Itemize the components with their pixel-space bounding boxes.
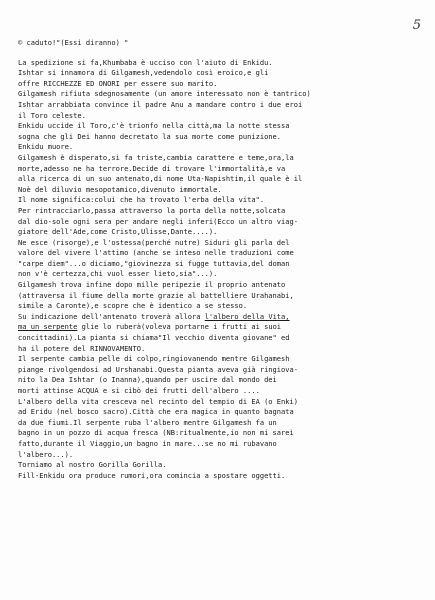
text-line-underlined-serpente: ma un serpente glie lo ruberà(voleva portarne i frutti ai suoi bbox=[18, 322, 282, 332]
text-line-underlined-albero: Su indicazione dell'antenato troverà allora l'albero della Vita, bbox=[18, 311, 290, 321]
text-line: Torniamo al nostro Gorilla Gorilla. bbox=[18, 460, 167, 470]
page-number: 5 bbox=[412, 18, 421, 33]
text-line: fatto,durante il Viaggio,un bagno in mare...se no mi rubavano bbox=[18, 438, 277, 448]
text-line: (attraversa il fiume della morte grazie al battelliere Urahanabi, bbox=[18, 290, 294, 300]
text-line: © caduto!"(Essi diranno) " bbox=[18, 38, 129, 47]
text-line: Gilgamesh rifiuta sdegnosamente (un amore interessato non è tantrico) bbox=[18, 89, 311, 99]
text-line: da due fiumi.Il serpente ruba l'albero mentre Gilgamesh fa un bbox=[18, 417, 277, 427]
text-line: offre RICCHEZZE ED ONORI per essere suo marito. bbox=[18, 78, 218, 88]
page-body bbox=[18, 38, 424, 481]
text-line: Enkidu uccide il Toro,c'è trionfo nella città,ma la notte stessa bbox=[18, 121, 290, 131]
text-line: nito la Dea Ishtar (o Inanna),quando per uscire dal mondo dei bbox=[18, 375, 277, 385]
text-line: Ne esce (risorge),e l'ostessa(perché nutre) Siduri gli parla del bbox=[18, 237, 290, 247]
text-line: ad Eridu (nel bosco sacro).Città che era magica in quanto bagnata bbox=[18, 407, 294, 417]
text-line: alla ricerca di un suo antenato,di nome Uta-Napishtim,il quale è il bbox=[18, 174, 303, 184]
text-line: bagno in un pozzo di acqua fresca (NB:ritualmente,io non mi sarei bbox=[18, 428, 294, 438]
text-line: Noè del diluvio mesopotamico,divenuto immortale. bbox=[18, 184, 222, 194]
text-line: Gilgamesh è disperato,si fa triste,cambia carattere e teme,ora,la bbox=[18, 152, 294, 162]
underlined-albero-della-vita: l'albero della Vita, bbox=[204, 311, 290, 321]
text-line: simile a Caronte),e scopre che è identico a se stesso. bbox=[18, 301, 248, 311]
text-line: "carpe diem"...o diciamo,"giovinezza si fugge tuttavia,del doman bbox=[18, 258, 290, 268]
text-line: non v'è certezza,chi vuol esser lieto,sia"...). bbox=[18, 269, 218, 279]
text-line: Il serpente cambia pelle di colpo,ringiovanendo mentre Gilgamesh bbox=[18, 354, 290, 364]
text-line: l'albero...). bbox=[18, 449, 74, 459]
text-line: Ishtar arrabbiata convince il padre Anu a mandare contro i due eroi bbox=[18, 99, 303, 109]
text-line: dal dio-sole ogni sera per andare negli inferi(Ecco un altro viag- bbox=[18, 216, 299, 226]
text-line: Gilgamesh trova infine dopo mille peripezie il proprio antenato bbox=[18, 280, 286, 290]
text-line: Fill-Enkidu ora produce rumori,ora comincia a spostare oggetti. bbox=[18, 470, 286, 480]
text-line: valore del vivere l'attimo (anche se inteso nelle traduzioni come bbox=[18, 248, 294, 258]
text-line: La spedizione si fa,Khumbaba è ucciso con l'aiuto di Enkidu. bbox=[18, 57, 273, 67]
text-line: L'albero della vita cresceva nel recinto del tempio di EA (o Enki) bbox=[18, 396, 299, 406]
text-line: concittadini).La pianta si chiama"Il vecchio diventa giovane" ed bbox=[18, 333, 290, 343]
text-line: morte,adesso ne ha terrore.Decide di trovare l'immortalità,e va bbox=[18, 163, 286, 173]
text-line: Il nome significa:colui che ha trovato l'erba della vita". bbox=[18, 195, 265, 205]
text-line: giatore dell'Ade,come Cristo,Ulisse,Dante....). bbox=[18, 227, 218, 237]
text-line: Enkidu muore. bbox=[18, 142, 74, 152]
text-line: morti attinse ACQUA e si cibò dei frutti dell'albero .... bbox=[18, 386, 260, 395]
text-line: piange rivolgendosi ad Urshanabi.Questa pianta aveva già ringiova- bbox=[18, 364, 299, 374]
text-line: Ishtar si innamora di Gilgamesh,vedendolo così eroico,e gli bbox=[18, 68, 269, 78]
underlined-ma-un-serpente: ma un serpente bbox=[18, 322, 78, 332]
blank-line bbox=[18, 49, 424, 58]
text-line: il Toro celeste. bbox=[18, 110, 86, 120]
text-line: ha il potere del RINNOVAMENTO. bbox=[18, 343, 146, 353]
text-line: sogna che gli Dei hanno decretato la sua morte come punizione. bbox=[18, 131, 282, 141]
text-line: Per rintracciarlo,passa attraverso la porta della notte,solcata bbox=[18, 205, 286, 215]
